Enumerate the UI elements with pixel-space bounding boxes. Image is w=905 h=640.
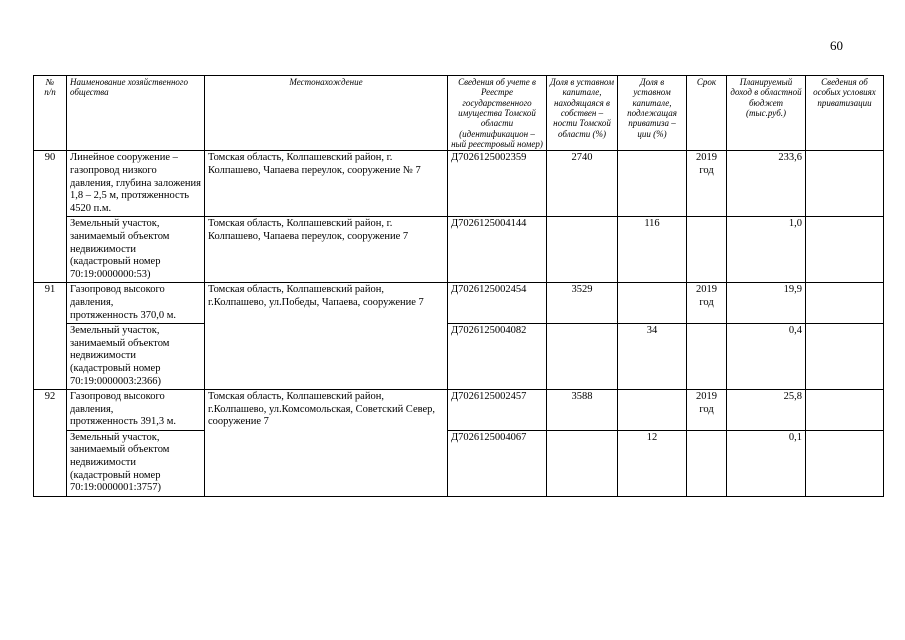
planned-income: 19,9 [727, 283, 806, 324]
planned-income: 0,1 [727, 430, 806, 496]
table-row [34, 283, 884, 324]
term [687, 324, 727, 390]
object-location: Томская область, Колпашевский район, г. Колпашево, Чапаева переулок, сооружение 7 [205, 217, 448, 283]
header-registry: Сведения об учете в Реестре государственного имущества Томской области (идентификацион – ный реестровый номер) [448, 76, 547, 151]
object-name: Газопровод высокого давления, протяженность 391,3 м. [67, 390, 205, 431]
row-number: 91 [34, 283, 67, 390]
share-capital [547, 430, 618, 496]
header-location: Местонахождение [205, 76, 448, 151]
registry-number: Д7026125004067 [448, 430, 547, 496]
header-income: Планируемый доход в областной бюджет (тыс.руб.) [727, 76, 806, 151]
object-location: Томская область, Колпашевский район, г.Колпашево, ул.Комсомольская, Советский Север, сооружение 7 [205, 390, 448, 497]
table-row [34, 390, 884, 431]
header-term: Срок [687, 76, 727, 151]
share-capital: 3588 [547, 390, 618, 431]
header-share-capital: Доля в уставном капитале, находящаяся в собствен – ности Томской области (%) [547, 76, 618, 151]
object-name: Земельный участок, занимаемый объектом недвижимости (кадастровый номер 70:19:0000001:3757) [67, 430, 205, 496]
object-name: Газопровод высокого давления, протяженность 370,0 м. [67, 283, 205, 324]
planned-income: 1,0 [727, 217, 806, 283]
object-location: Томская область, Колпашевский район, г.Колпашево, ул.Победы, Чапаева, сооружение 7 [205, 283, 448, 390]
share-privatize: 12 [618, 430, 687, 496]
term [687, 217, 727, 283]
term [687, 430, 727, 496]
table-row [34, 324, 884, 390]
term: 2019 год [687, 151, 727, 217]
special-conditions [806, 324, 884, 390]
table-row [34, 430, 884, 496]
term: 2019 год [687, 283, 727, 324]
share-capital: 2740 [547, 151, 618, 217]
header-num: № п/п [34, 76, 67, 151]
registry-number: Д7026125002359 [448, 151, 547, 217]
planned-income: 0,4 [727, 324, 806, 390]
header-share-privatize: Доля в уставном капитале, подлежащая приватиза – ции (%) [618, 76, 687, 151]
row-number: 92 [34, 390, 67, 497]
header-name: Наименование хозяйственного общества [67, 76, 205, 151]
share-privatize: 116 [618, 217, 687, 283]
term: 2019 год [687, 390, 727, 431]
special-conditions [806, 390, 884, 431]
special-conditions [806, 217, 884, 283]
special-conditions [806, 430, 884, 496]
object-location: Томская область, Колпашевский район, г. Колпашево, Чапаева переулок, сооружение № 7 [205, 151, 448, 217]
row-number: 90 [34, 151, 67, 283]
table-header-row [34, 76, 884, 151]
special-conditions [806, 151, 884, 217]
table-row [34, 151, 884, 217]
object-name: Линейное сооружение – газопровод низкого давления, глубина заложения 1,8 – 2,5 м, протяженность 4520 п.м. [67, 151, 205, 217]
registry-number: Д7026125004082 [448, 324, 547, 390]
share-capital: 3529 [547, 283, 618, 324]
share-privatize [618, 283, 687, 324]
share-privatize [618, 390, 687, 431]
privatization-table [33, 75, 884, 497]
object-name: Земельный участок, занимаемый объектом недвижимости (кадастровый номер 70:19:0000003:2366) [67, 324, 205, 390]
table-row [34, 217, 884, 283]
planned-income: 25,8 [727, 390, 806, 431]
special-conditions [806, 283, 884, 324]
header-conditions: Сведения об особых условиях приватизации [806, 76, 884, 151]
registry-number: Д7026125004144 [448, 217, 547, 283]
share-privatize: 34 [618, 324, 687, 390]
share-capital [547, 324, 618, 390]
share-privatize [618, 151, 687, 217]
object-name: Земельный участок, занимаемый объектом недвижимости (кадастровый номер 70:19:0000000:53) [67, 217, 205, 283]
registry-number: Д7026125002457 [448, 390, 547, 431]
registry-number: Д7026125002454 [448, 283, 547, 324]
share-capital [547, 217, 618, 283]
page-number: 60 [830, 38, 843, 53]
planned-income: 233,6 [727, 151, 806, 217]
